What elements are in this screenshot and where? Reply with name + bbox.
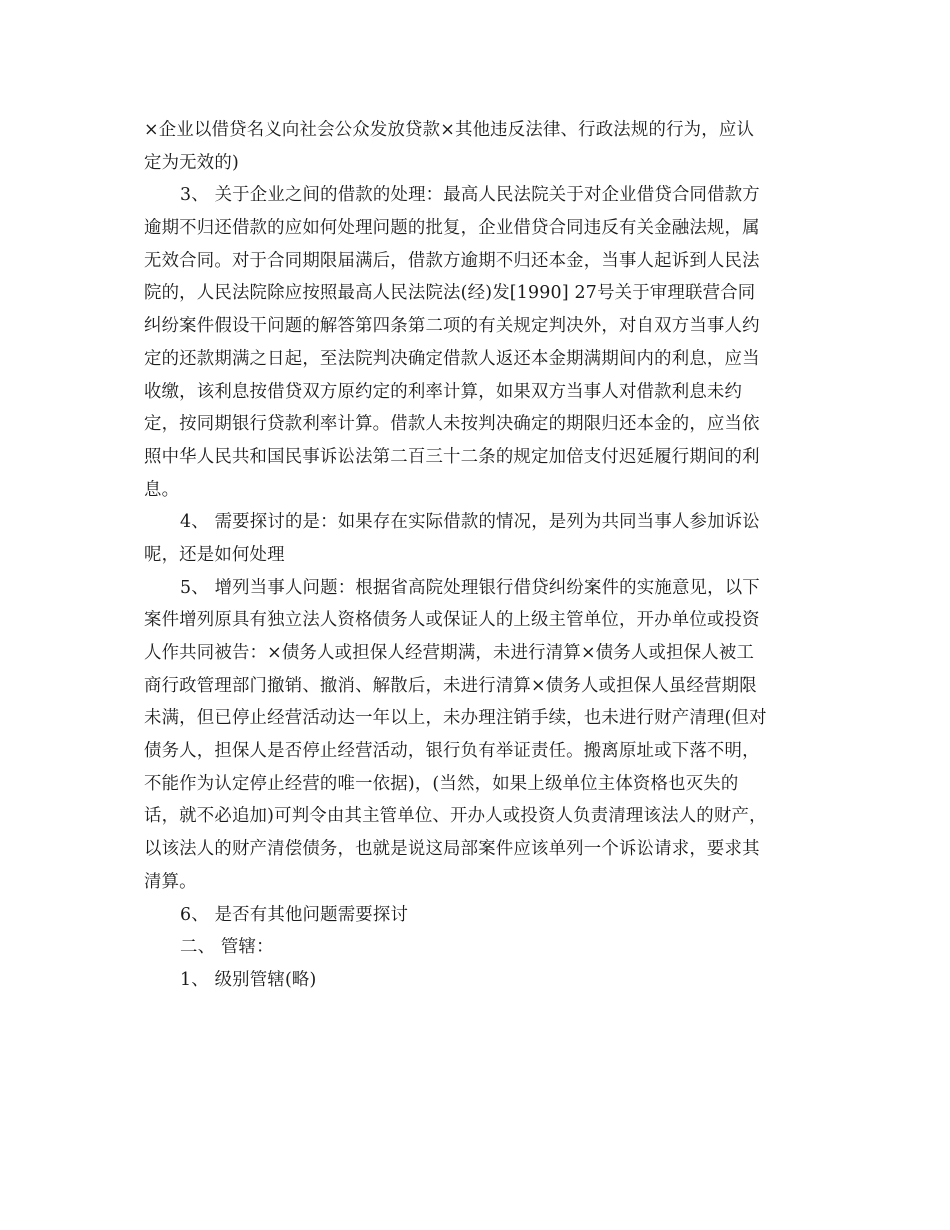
paragraph-item-1-level-jurisdiction bbox=[144, 964, 814, 997]
paragraph-item-3-enterprise-loans bbox=[144, 179, 814, 506]
paragraph-item-5-additional-parties bbox=[144, 572, 814, 899]
text-line: 定为无效的) bbox=[144, 152, 239, 173]
text-line: 无效合同。对于合同期限届满后，借款方逾期不归还本金，当事人起诉到人民法 bbox=[144, 250, 760, 271]
text-line: 话，就不必追加)可判令由其主管单位、开办人或投资人负责清理该法人的财产， bbox=[144, 806, 767, 827]
text-line: 6、 是否有其他问题需要探讨 bbox=[180, 904, 409, 925]
text-line: 照中华人民共和国民事诉讼法第二百三十二条的规定加倍支付迟延履行期间的利 bbox=[144, 446, 760, 467]
text-line: 1、 级别管辖(略) bbox=[180, 969, 317, 990]
text-line: 不能作为认定停止经营的唯一依据)，(当然，如果上级单位主体资格也灭失的 bbox=[144, 773, 739, 794]
text-line: 商行政管理部门撤销、撤消、解散后，未进行清算×债务人或担保人虽经营期限 bbox=[144, 675, 757, 696]
text-line: 呢，还是如何处理 bbox=[144, 544, 285, 565]
text-line: 未满，但已停止经营活动达一年以上，未办理注销手续，也未进行财产清理(但对 bbox=[144, 708, 767, 729]
text-line: 5、 增列当事人问题：根据省高院处理银行借贷纠纷案件的实施意见，以下 bbox=[180, 577, 760, 598]
text-line: 二、 管辖： bbox=[180, 937, 274, 958]
text-line: 3、 关于企业之间的借款的处理：最高人民法院关于对企业借贷合同借款方 bbox=[180, 185, 760, 206]
text-line: 息。 bbox=[144, 479, 180, 500]
text-line: 定，按同期银行贷款利率计算。借款人未按判决确定的期限归还本金的，应当依 bbox=[144, 414, 760, 435]
text-line: 4、 需要探讨的是：如果存在实际借款的情况，是列为共同当事人参加诉讼 bbox=[180, 512, 760, 533]
paragraph-invalid-contracts-continued bbox=[144, 114, 814, 179]
text-line: 以该法人的财产清偿债务，也就是说这局部案件应该单列一个诉讼请求，要求其 bbox=[144, 839, 760, 860]
paragraph-item-4-discussion bbox=[144, 506, 814, 571]
text-line: 定的还款期满之日起，至法院判决确定借款人返还本金期满期间内的利息，应当 bbox=[144, 348, 760, 369]
text-line: 院的，人民法院除应按照最高人民法院法(经)发[1990] 27号关于审理联营合同 bbox=[144, 283, 756, 304]
text-line: ×企业以借贷名义向社会公众发放贷款×其他违反法律、行政法规的行为，应认 bbox=[144, 120, 755, 140]
text-line: 债务人，担保人是否停止经营活动，银行负有举证责任。搬离原址或下落不明， bbox=[144, 741, 760, 762]
text-line: 清算。 bbox=[144, 871, 197, 892]
paragraph-item-6-other-issues bbox=[144, 899, 814, 932]
document-body bbox=[144, 114, 814, 997]
text-line: 收缴，该利息按借贷双方原约定的利率计算，如果双方当事人对借款利息未约 bbox=[144, 381, 743, 402]
text-line: 纠纷案件假设干问题的解答第四条第二项的有关规定判决外，对自双方当事人约 bbox=[144, 316, 760, 337]
text-line: 人作共同被告：×债务人或担保人经营期满，未进行清算×债务人或担保人被工 bbox=[144, 643, 755, 663]
section-heading-jurisdiction bbox=[144, 931, 814, 964]
text-line: 逾期不归还借款的应如何处理问题的批复，企业借贷合同违反有关金融法规，属 bbox=[144, 218, 760, 239]
text-line: 案件增列原具有独立法人资格债务人或保证人的上级主管单位，开办单位或投资 bbox=[144, 610, 760, 631]
